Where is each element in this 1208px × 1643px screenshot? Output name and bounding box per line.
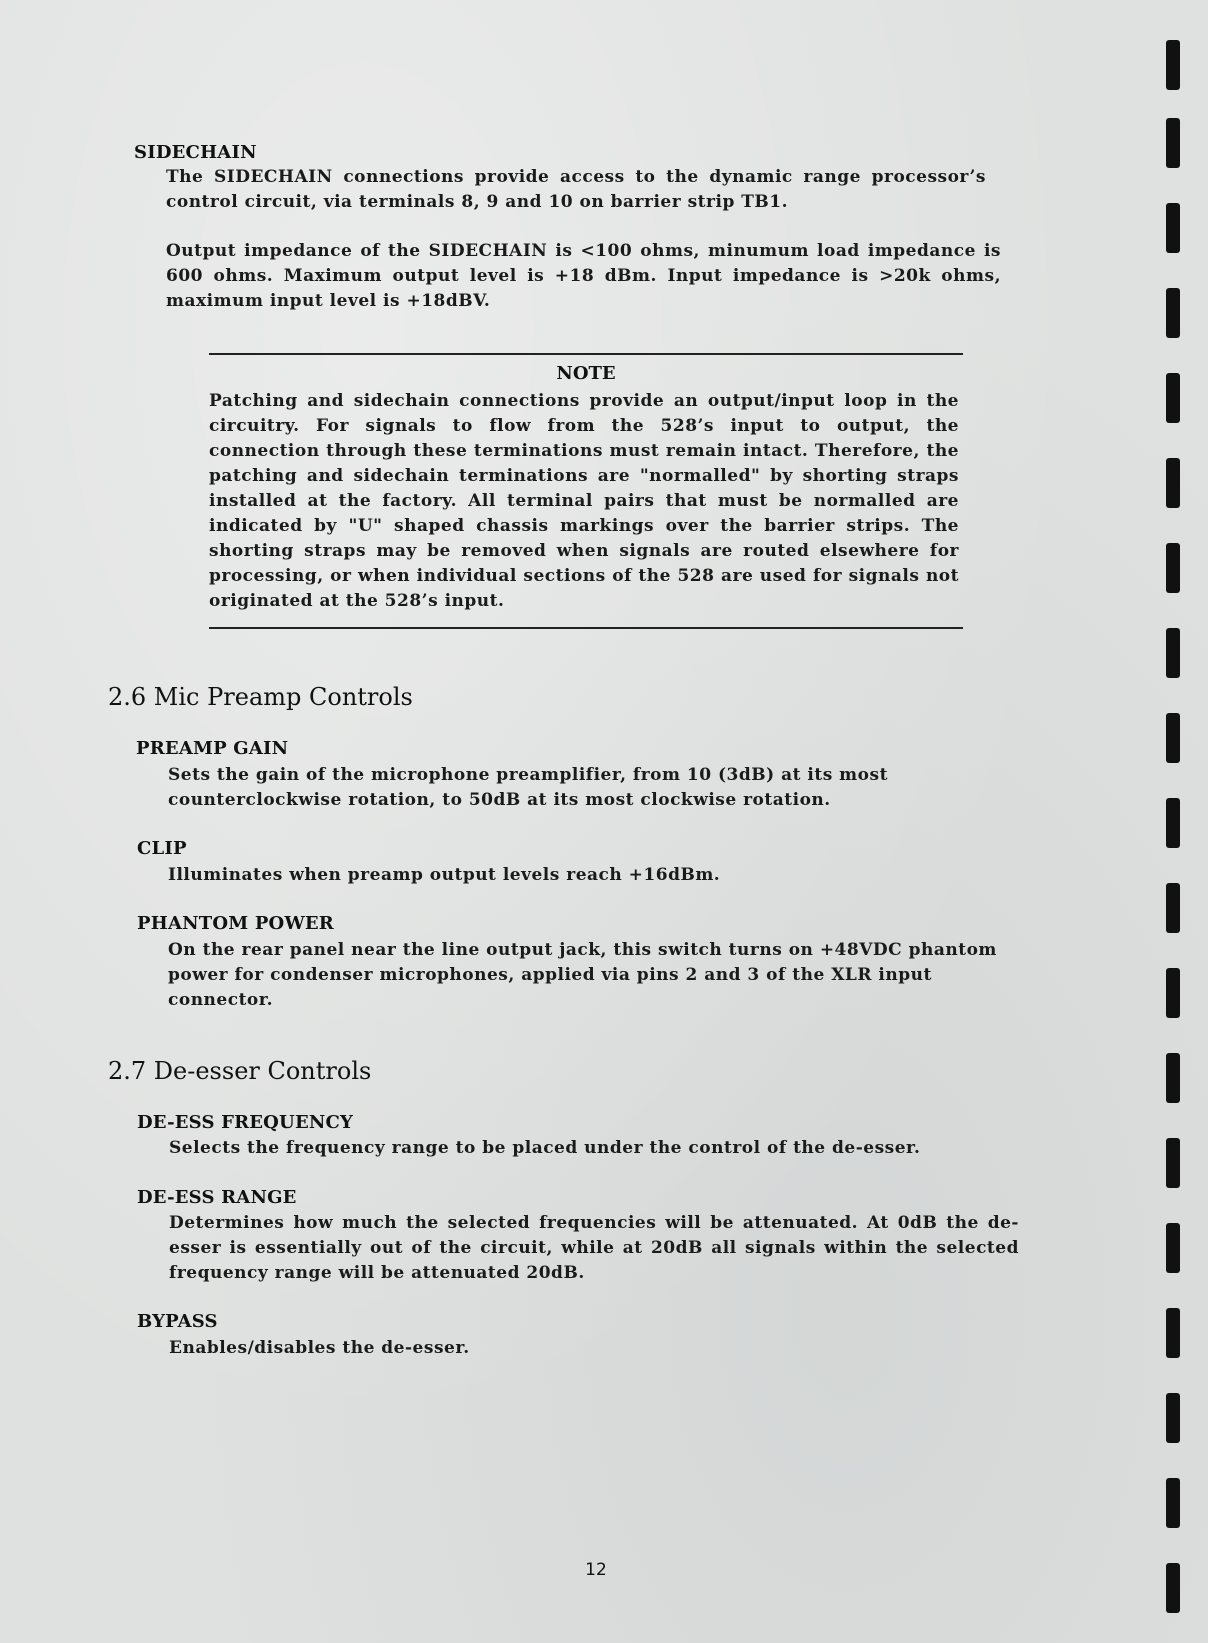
sidechain-paragraph-1: The SIDECHAIN connections provide access to the dynamic range processor’s control circuit, via terminals 8, 9 and 10 on barrier strip TB1. xyxy=(166,167,986,212)
de-ess-range-title: DE-ESS RANGE xyxy=(137,1187,297,1208)
sidechain-paragraph-2: Output impedance of the SIDECHAIN is <100 ohms, minumum load impedance is 600 ohms. Maximum output level is +18 dBm. Input impedance is >20k ohms, maximum input level is +18dBV. xyxy=(166,241,1001,311)
binder-hole xyxy=(1166,628,1180,678)
binder-hole xyxy=(1166,40,1180,90)
binder-hole xyxy=(1166,968,1180,1018)
note-text: Patching and sidechain connections provide an output/input loop in the circuitry. For signals to flow from the 528’s input to output, the connection through these terminations must remain intact. Therefore, the patching and sidechain terminations are "normalled" by shorting straps installed at the factory. All terminal pairs that must be normalled are indicated by "U" shaped chassis markings over the barrier strips. The shorting straps may be removed when signals are routed elsewhere for processing, or when individual sections of the 528 are used for signals not originated at the 528’s input. xyxy=(209,391,959,611)
phantom-power-title: PHANTOM POWER xyxy=(137,913,334,934)
binder-hole xyxy=(1166,1138,1180,1188)
section-heading-2-6: 2.6 Mic Preamp Controls xyxy=(108,683,413,711)
preamp-gain-text: Sets the gain of the microphone preamplifier, from 10 (3dB) at its most counterclockwise rotation, to 50dB at its most clockwise rotation. xyxy=(168,765,888,810)
bypass-title: BYPASS xyxy=(137,1311,218,1332)
note-bottom-rule xyxy=(209,627,963,629)
preamp-gain-title: PREAMP GAIN xyxy=(136,738,289,759)
clip-text: Illuminates when preamp output levels reach +16dBm. xyxy=(168,865,721,885)
binder-hole xyxy=(1166,458,1180,508)
phantom-power-text: On the rear panel near the line output jack, this switch turns on +48VDC phantom power for condenser microphones, applied via pins 2 and 3 of the XLR input connector. xyxy=(168,940,997,1010)
note-title: NOTE xyxy=(556,363,616,384)
section-heading-2-7: 2.7 De-esser Controls xyxy=(108,1057,372,1085)
binder-holes xyxy=(1166,40,1188,1640)
binder-hole xyxy=(1166,203,1180,253)
binder-hole xyxy=(1166,288,1180,338)
binder-hole xyxy=(1166,1223,1180,1273)
page-number: 12 xyxy=(585,1560,607,1580)
binder-hole xyxy=(1166,883,1180,933)
de-ess-frequency-text: Selects the frequency range to be placed under the control of the de-esser. xyxy=(169,1138,921,1158)
binder-hole xyxy=(1166,1563,1180,1613)
clip-title: CLIP xyxy=(137,838,187,859)
binder-hole xyxy=(1166,798,1180,848)
binder-hole xyxy=(1166,1393,1180,1443)
de-ess-range-text: Determines how much the selected frequencies will be attenuated. At 0dB the de-esser is essentially out of the circuit, while at 20dB all signals within the selected frequency range will be attenuated 20dB. xyxy=(169,1213,1019,1283)
binder-hole xyxy=(1166,1053,1180,1103)
sidechain-title: SIDECHAIN xyxy=(134,142,257,163)
binder-hole xyxy=(1166,543,1180,593)
de-ess-frequency-title: DE-ESS FREQUENCY xyxy=(137,1112,354,1133)
binder-hole xyxy=(1166,1308,1180,1358)
binder-hole xyxy=(1166,373,1180,423)
bypass-text: Enables/disables the de-esser. xyxy=(169,1338,470,1358)
binder-hole xyxy=(1166,1478,1180,1528)
note-top-rule xyxy=(209,353,963,355)
binder-hole xyxy=(1166,713,1180,763)
binder-hole xyxy=(1166,118,1180,168)
